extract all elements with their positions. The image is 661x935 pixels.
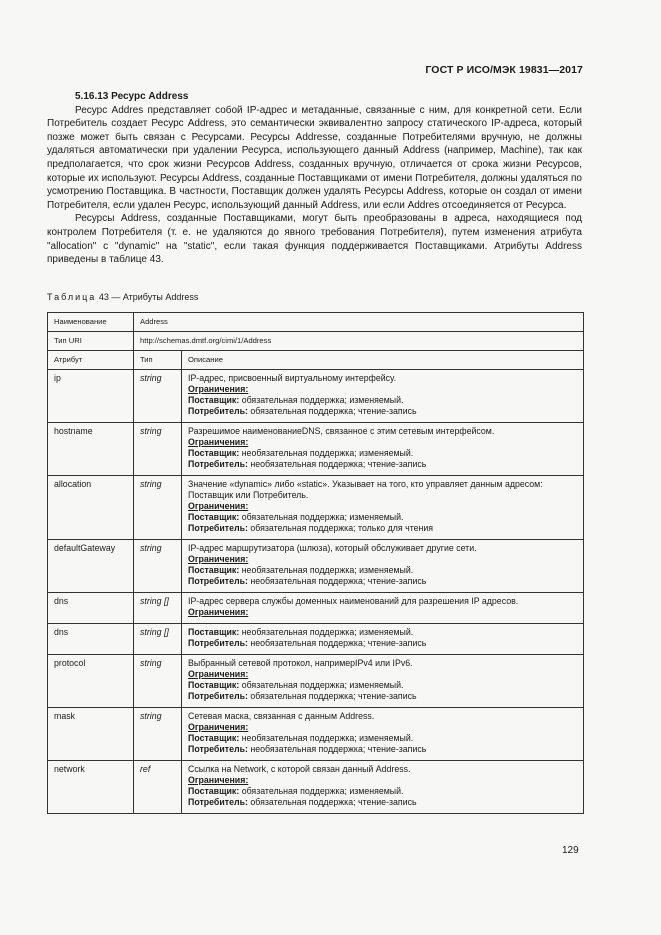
attribute-description [182,423,584,476]
provider-line [188,680,577,691]
provider-label: Поставщик: [188,565,240,575]
consumer-line [188,459,577,470]
attribute-description [182,708,584,761]
consumer-label: Потребитель: [188,459,248,469]
limits-label: Ограничения: [188,722,249,732]
limits-label: Ограничения: [188,501,249,511]
name-value: Address [134,313,584,332]
uri-value: http://schemas.dmtf.org/cimi/1/Address [134,332,584,351]
attribute-description [182,624,584,655]
description-text: IP-адрес маршрутизатора (шлюза), который обслуживает другие сети. [188,543,477,553]
table-row [48,476,584,540]
limits-label: Ограничения: [188,607,249,617]
table-caption [47,292,198,302]
table-row [48,540,584,593]
table-row [48,624,584,655]
provider-line [188,512,577,523]
attribute-name: defaultGateway [48,540,134,593]
limits-label: Ограничения: [188,437,249,447]
consumer-label: Потребитель: [188,576,248,586]
provider-text: обязательная поддержка; изменяемый. [239,512,404,522]
description-text: IP-адрес, присвоенный виртуальному интерфейсу. [188,373,397,383]
limits-label: Ограничения: [188,775,249,785]
attribute-type: ref [134,761,182,814]
consumer-text: обязательная поддержка; чтение-запись [247,406,417,416]
description-text: Значение «dynamic» либо «static». Указывает на того, кто управляет данным адресом: Поставщик или Потребитель. [188,479,543,500]
attribute-name: dns [48,624,134,655]
standard-header: ГОСТ Р ИСО/МЭК 19831—2017 [425,64,583,76]
paragraph-1: Ресурс Addres представляет собой IP-адрес и метаданные, связанные с ним, для конкретной сети. Если Потребитель создает Ресурс Address, это семантически эквивалентно запросу статического IP-адреса, который позже может быть связан с Ресурсами. Ресурсы Addresse, созданные Потребителями вручную, не должны удаляться автоматически при удалении Ресурса, использующего данный Address (например, Machine), так как предполагается, что срок жизни Ресурсов Address, созданных вручную, отличается от срока жизни Ресурсов, которые их используют. Ресурсы Address, созданные Поставщиками от имени Потребителя, должны удаляться по усмотрению Поставщика. В частности, Поставщик должен удалять Ресурсы Address, которые он создал от имени Потребителя, если удален Ресурс, использующий данный Address, или если Addres отсоединяется от Ресурса. [47,104,582,211]
consumer-text: необязательная поддержка; чтение-запись [247,459,427,469]
section-5-16-13 [47,90,582,267]
consumer-text: необязательная поддержка; чтение-запись [247,744,427,754]
table-row [48,423,584,476]
attribute-type: string [134,476,182,540]
attribute-name: dns [48,593,134,624]
table-header-row [48,351,584,370]
consumer-line [188,797,577,808]
paragraph-2: Ресурсы Address, созданные Поставщиками, могут быть преобразованы в адреса, находящиеся под контролем Потребителя (т. е. не удаляются до явного требования Потребителя), путем изменения атрибута "allocation" с "dynamic" на "static", если такая функция поддерживается Поставщиками. Атрибуты Address приведены в таблице 43. [47,213,582,266]
consumer-text: обязательная поддержка; чтение-запись [247,691,417,701]
provider-text: обязательная поддержка; изменяемый. [239,786,404,796]
column-header-attribute: Атрибут [48,351,134,370]
attribute-name: ip [48,370,134,423]
description-text: Разрешимое наименованиеDNS, связанное с этим сетевым интерфейсом. [188,426,495,436]
attribute-name: mask [48,708,134,761]
consumer-line [188,638,577,649]
consumer-text: обязательная поддержка; чтение-запись [247,797,417,807]
provider-line [188,733,577,744]
attribute-type: string [134,370,182,423]
table-caption-word: Таблица [47,292,97,302]
name-label: Наименование [48,313,134,332]
attributes-table [47,312,584,814]
provider-label: Поставщик: [188,512,240,522]
attribute-type: string [134,655,182,708]
attribute-name: protocol [48,655,134,708]
page-number: 129 [562,845,579,856]
table-name-row [48,313,584,332]
provider-text: необязательная поддержка; изменяемый. [239,448,414,458]
description-text: IP-адрес сервера службы доменных наименований для разрешения IP адресов. [188,596,519,606]
table-row [48,370,584,423]
provider-label: Поставщик: [188,448,240,458]
provider-text: необязательная поддержка; изменяемый. [239,627,414,637]
consumer-label: Потребитель: [188,523,248,533]
table-uri-row [48,332,584,351]
limits-label: Ограничения: [188,384,249,394]
attribute-description [182,761,584,814]
table-row [48,761,584,814]
consumer-line [188,744,577,755]
consumer-line [188,523,577,534]
attribute-type: string [] [134,593,182,624]
section-title: 5.16.13 Ресурс Address [75,91,189,102]
attribute-description [182,655,584,708]
consumer-label: Потребитель: [188,744,248,754]
consumer-text: необязательная поддержка; чтение-запись [247,576,427,586]
provider-label: Поставщик: [188,395,240,405]
consumer-line [188,406,577,417]
attribute-type: string [134,423,182,476]
provider-text: необязательная поддержка; изменяемый. [239,733,414,743]
column-header-type: Тип [134,351,182,370]
attribute-type: string [134,708,182,761]
description-text: Выбранный сетевой протокол, напримерIPv4 или IPv6. [188,658,413,668]
provider-line [188,786,577,797]
consumer-text: обязательная поддержка; только для чтения [247,523,434,533]
description-text: Сетевая маска, связанная с данным Address. [188,711,375,721]
description-text: Ссылка на Network, с которой связан данный Address. [188,764,411,774]
provider-text: обязательная поддержка; изменяемый. [239,680,404,690]
provider-label: Поставщик: [188,733,240,743]
consumer-label: Потребитель: [188,797,248,807]
provider-line [188,448,577,459]
attribute-type: string [134,540,182,593]
consumer-label: Потребитель: [188,638,248,648]
consumer-label: Потребитель: [188,406,248,416]
provider-label: Поставщик: [188,627,240,637]
limits-label: Ограничения: [188,669,249,679]
attribute-name: allocation [48,476,134,540]
provider-text: необязательная поддержка; изменяемый. [239,565,414,575]
consumer-line [188,691,577,702]
provider-label: Поставщик: [188,786,240,796]
table-caption-title: 43 — Атрибуты Address [98,292,199,302]
attribute-description [182,370,584,423]
consumer-label: Потребитель: [188,691,248,701]
attribute-description [182,593,584,624]
provider-line [188,395,577,406]
uri-label: Тип URI [48,332,134,351]
provider-line [188,627,577,638]
provider-text: обязательная поддержка; изменяемый. [239,395,404,405]
provider-label: Поставщик: [188,680,240,690]
table-row [48,708,584,761]
provider-line [188,565,577,576]
consumer-text: необязательная поддержка; чтение-запись [247,638,427,648]
attribute-name: network [48,761,134,814]
attribute-description [182,476,584,540]
attribute-type: string [] [134,624,182,655]
attribute-description [182,540,584,593]
attribute-name: hostname [48,423,134,476]
column-header-description: Описание [182,351,584,370]
table-row [48,655,584,708]
consumer-line [188,576,577,587]
limits-label: Ограничения: [188,554,249,564]
table-row [48,593,584,624]
